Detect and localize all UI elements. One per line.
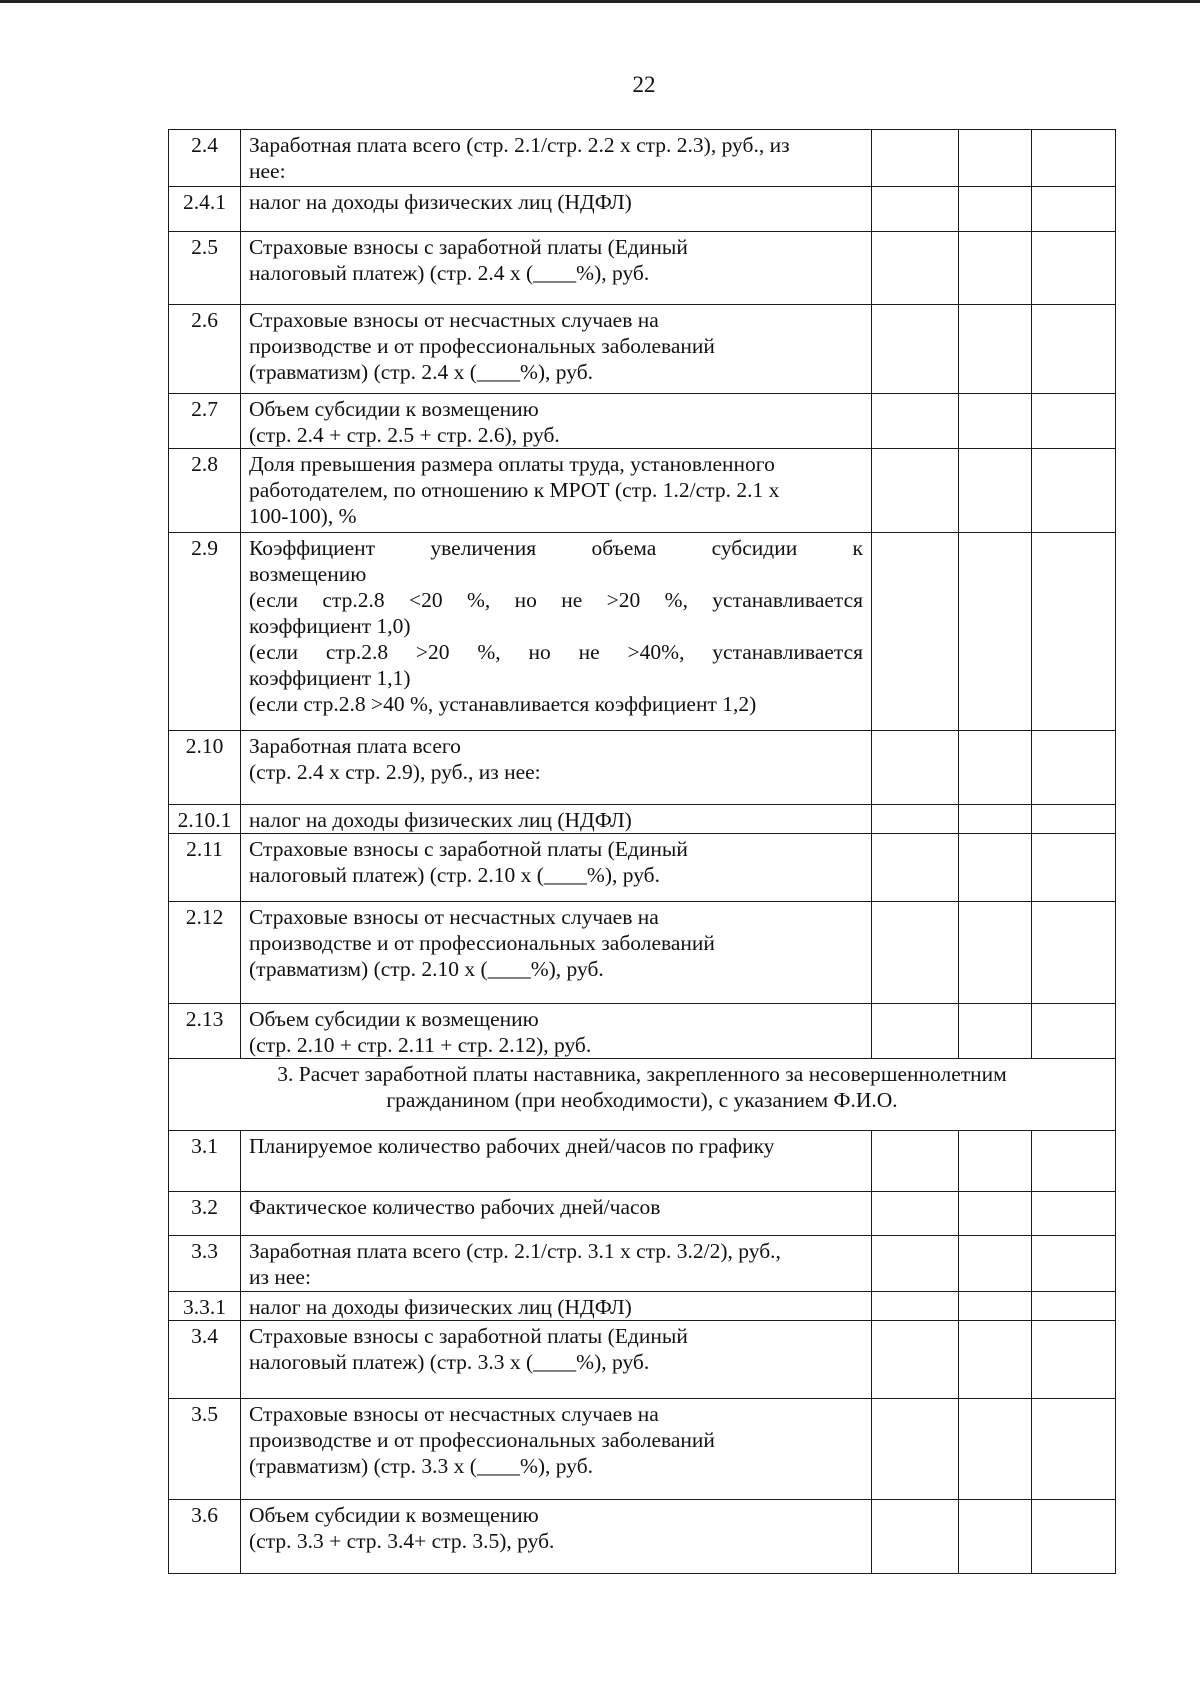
value-cell[interactable]	[1032, 1321, 1116, 1399]
row-text-line: (травматизм) (стр. 2.4 х (____%), руб.	[249, 360, 594, 384]
row-description	[241, 1004, 872, 1059]
row-text-line: (травматизм) (стр. 2.10 х (____%), руб.	[249, 957, 604, 981]
row-number: 2.13	[169, 1004, 241, 1059]
row-text-line: (если стр.2.8 >20 %, но не >40%, устанавливается	[249, 640, 863, 664]
value-cell[interactable]	[959, 902, 1032, 1004]
table-row-3-1	[169, 1131, 1116, 1192]
row-description	[241, 731, 872, 805]
value-cell[interactable]	[1032, 1004, 1116, 1059]
row-description	[241, 1321, 872, 1399]
row-number: 2.8	[169, 449, 241, 533]
row-text-line: Планируемое количество рабочих дней/часов по графику	[249, 1134, 775, 1158]
row-number: 3.6	[169, 1500, 241, 1574]
value-cell[interactable]	[959, 232, 1032, 305]
row-description	[241, 1399, 872, 1500]
value-cell[interactable]	[959, 1236, 1032, 1292]
table-row-2-4	[169, 130, 1116, 187]
row-text-line: производстве и от профессиональных заболеваний	[249, 334, 715, 358]
row-number: 2.7	[169, 394, 241, 449]
value-cell[interactable]	[1032, 834, 1116, 902]
value-cell[interactable]	[872, 1236, 959, 1292]
row-number: 2.9	[169, 533, 241, 731]
row-description	[241, 1131, 872, 1192]
row-text-line: Заработная плата всего (стр. 2.1/стр. 2.2 х стр. 2.3), руб., из	[249, 133, 790, 157]
value-cell[interactable]	[872, 1192, 959, 1236]
row-text-line: Страховые взносы с заработной платы (Единый	[249, 1324, 688, 1348]
value-cell[interactable]	[959, 834, 1032, 902]
row-number: 2.4.1	[169, 187, 241, 232]
row-text-line: (травматизм) (стр. 3.3 х (____%), руб.	[249, 1454, 594, 1478]
row-text-line: Объем субсидии к возмещению	[249, 397, 539, 421]
row-text-line: Страховые взносы с заработной платы (Единый	[249, 235, 688, 259]
value-cell[interactable]	[1032, 533, 1116, 731]
value-cell[interactable]	[1032, 305, 1116, 394]
table-row-2-11	[169, 834, 1116, 902]
row-text-line: производстве и от профессиональных заболеваний	[249, 1428, 715, 1452]
row-description	[241, 394, 872, 449]
value-cell[interactable]	[959, 1321, 1032, 1399]
value-cell[interactable]	[872, 731, 959, 805]
row-text-line: 100-100), %	[249, 504, 357, 528]
row-description	[241, 130, 872, 187]
row-number: 2.12	[169, 902, 241, 1004]
value-cell[interactable]	[872, 533, 959, 731]
value-cell[interactable]	[959, 1192, 1032, 1236]
value-cell[interactable]	[1032, 232, 1116, 305]
row-number: 2.10.1	[169, 805, 241, 834]
value-cell[interactable]	[959, 130, 1032, 187]
value-cell[interactable]	[1032, 1131, 1116, 1192]
value-cell[interactable]	[959, 1131, 1032, 1192]
row-number: 3.3	[169, 1236, 241, 1292]
section-title-line: 3. Расчет заработной платы наставника, закрепленного за несовершеннолетним	[277, 1062, 1007, 1086]
row-text-line: налоговый платеж) (стр. 3.3 х (____%), руб.	[249, 1350, 650, 1374]
row-number: 2.5	[169, 232, 241, 305]
value-cell[interactable]	[1032, 731, 1116, 805]
value-cell[interactable]	[872, 394, 959, 449]
row-text-line: Объем субсидии к возмещению	[249, 1007, 539, 1031]
table-row-2-10	[169, 731, 1116, 805]
row-text-line: Объем субсидии к возмещению	[249, 1503, 539, 1527]
row-description	[241, 902, 872, 1004]
table-row-3-2	[169, 1192, 1116, 1236]
row-description	[241, 834, 872, 902]
row-text-line: Заработная плата всего	[249, 734, 461, 758]
table-row-2-10-1	[169, 805, 1116, 834]
calculation-table	[168, 129, 1116, 1574]
table-row-2-5	[169, 232, 1116, 305]
row-text-line: нее:	[249, 159, 286, 183]
table-row-3-6	[169, 1500, 1116, 1574]
value-cell[interactable]	[959, 1004, 1032, 1059]
value-cell[interactable]	[1032, 1292, 1116, 1321]
table-row-2-7	[169, 394, 1116, 449]
row-text-line: налог на доходы физических лиц (НДФЛ)	[249, 1295, 632, 1319]
row-text-line: (стр. 2.10 + стр. 2.11 + стр. 2.12), руб.	[249, 1033, 592, 1057]
row-number: 2.4	[169, 130, 241, 187]
value-cell[interactable]	[872, 805, 959, 834]
value-cell[interactable]	[872, 232, 959, 305]
value-cell[interactable]	[959, 1399, 1032, 1500]
value-cell[interactable]	[872, 1292, 959, 1321]
value-cell[interactable]	[1032, 130, 1116, 187]
value-cell[interactable]	[872, 130, 959, 187]
row-number: 3.1	[169, 1131, 241, 1192]
table-row-3-5	[169, 1399, 1116, 1500]
value-cell[interactable]	[959, 187, 1032, 232]
value-cell[interactable]	[872, 902, 959, 1004]
value-cell[interactable]	[959, 305, 1032, 394]
row-description	[241, 232, 872, 305]
row-description	[241, 1292, 872, 1321]
value-cell[interactable]	[1032, 1192, 1116, 1236]
value-cell[interactable]	[872, 1321, 959, 1399]
page-top-border	[0, 0, 1200, 3]
row-text-line: Страховые взносы с заработной платы (Единый	[249, 837, 688, 861]
table-row-3-3	[169, 1236, 1116, 1292]
table-row-2-8	[169, 449, 1116, 533]
value-cell[interactable]	[1032, 1399, 1116, 1500]
value-cell[interactable]	[1032, 449, 1116, 533]
row-text-line: (стр. 2.4 х стр. 2.9), руб., из нее:	[249, 760, 541, 784]
row-text-line: Страховые взносы от несчастных случаев на	[249, 1402, 659, 1426]
row-text-line: (стр. 2.4 + стр. 2.5 + стр. 2.6), руб.	[249, 423, 560, 447]
value-cell[interactable]	[1032, 187, 1116, 232]
value-cell[interactable]	[959, 731, 1032, 805]
value-cell[interactable]	[872, 187, 959, 232]
row-text-line: Доля превышения размера оплаты труда, установленного	[249, 452, 775, 476]
row-description	[241, 1500, 872, 1574]
value-cell[interactable]	[872, 1131, 959, 1192]
value-cell[interactable]	[959, 533, 1032, 731]
table-row-2-13	[169, 1004, 1116, 1059]
row-number: 2.6	[169, 305, 241, 394]
value-cell[interactable]	[872, 834, 959, 902]
row-text-line: производстве и от профессиональных заболеваний	[249, 931, 715, 955]
value-cell[interactable]	[1032, 1500, 1116, 1574]
row-description	[241, 305, 872, 394]
value-cell[interactable]	[1032, 805, 1116, 834]
row-number: 3.2	[169, 1192, 241, 1236]
row-text-line: (если стр.2.8 <20 %, но не >20 %, устанавливается	[249, 588, 863, 612]
section-title-line: гражданином (при необходимости), с указанием Ф.И.О.	[386, 1088, 898, 1112]
table-row-2-9	[169, 533, 1116, 731]
row-text-line: (если стр.2.8 >40 %, устанавливается коэффициент 1,2)	[249, 692, 757, 716]
row-text-line: Коэффициент увеличения объема субсидии к	[249, 536, 863, 560]
row-text-line: коэффициент 1,0)	[249, 614, 411, 638]
row-number: 2.10	[169, 731, 241, 805]
row-text-line: Фактическое количество рабочих дней/часов	[249, 1195, 661, 1219]
value-cell[interactable]	[872, 1399, 959, 1500]
value-cell[interactable]	[1032, 394, 1116, 449]
table-row-2-6	[169, 305, 1116, 394]
row-text-line: налоговый платеж) (стр. 2.4 х (____%), руб.	[249, 261, 650, 285]
row-description	[241, 449, 872, 533]
value-cell[interactable]	[959, 1292, 1032, 1321]
page-number: 22	[632, 72, 656, 97]
row-description	[241, 1236, 872, 1292]
section-3-header-row	[169, 1059, 1116, 1131]
row-number: 2.11	[169, 834, 241, 902]
row-text-line: налог на доходы физических лиц (НДФЛ)	[249, 190, 632, 214]
section-title	[169, 1059, 1116, 1131]
row-text-line: Страховые взносы от несчастных случаев на	[249, 308, 659, 332]
row-number: 3.4	[169, 1321, 241, 1399]
row-text-line: работодателем, по отношению к МРОТ (стр. 1.2/стр. 2.1 х	[249, 478, 780, 502]
row-text-line: Страховые взносы от несчастных случаев на	[249, 905, 659, 929]
row-text-line: налог на доходы физических лиц (НДФЛ)	[249, 808, 632, 832]
row-number: 3.5	[169, 1399, 241, 1500]
row-text-line: налоговый платеж) (стр. 2.10 х (____%), руб.	[249, 863, 660, 887]
row-text-line: коэффициент 1,1)	[249, 666, 411, 690]
value-cell[interactable]	[1032, 1236, 1116, 1292]
table-row-3-3-1	[169, 1292, 1116, 1321]
value-cell[interactable]	[959, 805, 1032, 834]
value-cell[interactable]	[959, 449, 1032, 533]
table-row-2-4-1	[169, 187, 1116, 232]
row-description	[241, 805, 872, 834]
row-number: 3.3.1	[169, 1292, 241, 1321]
value-cell[interactable]	[872, 1004, 959, 1059]
value-cell[interactable]	[872, 449, 959, 533]
value-cell[interactable]	[1032, 902, 1116, 1004]
row-description	[241, 533, 872, 731]
row-text-line: из нее:	[249, 1265, 311, 1289]
value-cell[interactable]	[872, 1500, 959, 1574]
row-text-line: Заработная плата всего (стр. 2.1/стр. 3.1 х стр. 3.2/2), руб.,	[249, 1239, 781, 1263]
row-text-line: возмещению	[249, 562, 367, 586]
value-cell[interactable]	[872, 305, 959, 394]
value-cell[interactable]	[959, 394, 1032, 449]
value-cell[interactable]	[959, 1500, 1032, 1574]
row-text-line: (стр. 3.3 + стр. 3.4+ стр. 3.5), руб.	[249, 1529, 555, 1553]
row-description	[241, 1192, 872, 1236]
table-row-3-4	[169, 1321, 1116, 1399]
row-description	[241, 187, 872, 232]
table-row-2-12	[169, 902, 1116, 1004]
